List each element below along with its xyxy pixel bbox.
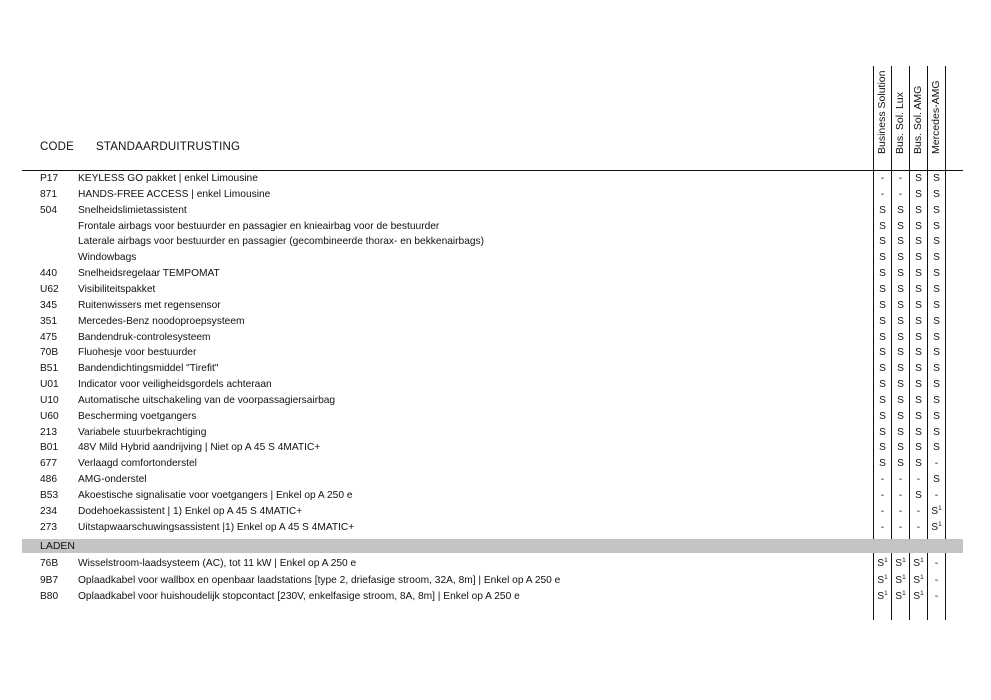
option-description: Automatische uitschakeling van de voorpassagiersairbag xyxy=(78,394,336,406)
option-description: Visibiliteitspakket xyxy=(78,283,156,295)
availability-value: S xyxy=(895,591,903,602)
availability-cell: S xyxy=(897,442,904,454)
availability-value: S xyxy=(877,574,885,586)
availability-value: S xyxy=(913,558,921,569)
availability-cell xyxy=(910,556,927,572)
availability-cell: S xyxy=(915,379,922,391)
footnote-marker: 1 xyxy=(884,590,888,597)
availability-value: S xyxy=(877,558,885,569)
availability-cell: - xyxy=(898,474,903,486)
option-code: 351 xyxy=(40,315,57,327)
option-code: B01 xyxy=(40,442,59,454)
option-description: Fluohesje voor bestuurder xyxy=(78,347,197,359)
availability-cell: S xyxy=(879,442,886,454)
option-description: 48V Mild Hybrid aandrijving | Niet op A 45 S 4MATIC+ xyxy=(78,442,321,454)
option-code: U01 xyxy=(40,379,59,391)
availability-cell: S xyxy=(933,268,940,280)
availability-cell: S xyxy=(933,410,940,422)
availability-cell: S xyxy=(897,331,904,343)
availability-cell xyxy=(928,504,945,520)
availability-cell xyxy=(874,556,891,572)
availability-cell: S xyxy=(879,347,886,359)
availability-cell: S xyxy=(897,204,904,216)
availability-cell xyxy=(874,589,891,605)
table-row xyxy=(0,440,991,456)
table-row xyxy=(0,298,991,314)
availability-cell: S xyxy=(933,442,940,454)
availability-cell: S xyxy=(933,204,940,216)
availability-cell: S xyxy=(915,426,922,438)
footnote-marker: 1 xyxy=(920,557,924,564)
availability-cell: S xyxy=(933,474,940,486)
option-description: Frontale airbags voor bestuurder en passagier en knieairbag voor de bestuurder xyxy=(78,220,440,232)
availability-cell: - xyxy=(898,521,903,533)
availability-cell: S xyxy=(879,299,886,311)
table-row xyxy=(0,361,991,377)
availability-cell: S xyxy=(933,426,940,438)
availability-cell xyxy=(892,556,909,572)
availability-cell: S xyxy=(879,363,886,375)
table-row xyxy=(0,488,991,504)
footnote-marker: 1 xyxy=(884,573,888,581)
availability-cell: S xyxy=(879,220,886,232)
option-code: 345 xyxy=(40,299,57,311)
table-row xyxy=(0,203,991,219)
availability-cell: S xyxy=(915,299,922,311)
option-description: Laterale airbags voor bestuurder en passagier (gecombineerde thorax- en bekkenairbags) xyxy=(78,236,485,248)
option-description: Verlaagd comfortonderstel xyxy=(78,458,197,470)
option-code: 273 xyxy=(40,521,57,533)
availability-cell: - xyxy=(880,521,885,533)
availability-cell: S xyxy=(897,410,904,422)
option-code: 440 xyxy=(40,268,57,280)
availability-cell: S xyxy=(933,379,940,391)
availability-value: S xyxy=(895,558,903,569)
availability-cell: S xyxy=(879,236,886,248)
option-code: U62 xyxy=(40,283,59,295)
footnote-marker: 1 xyxy=(902,590,906,597)
availability-cell: S xyxy=(915,252,922,264)
option-description: Dodehoekassistent | 1) Enkel op A 45 S 4MATIC+ xyxy=(78,505,303,517)
availability-cell: - xyxy=(880,188,885,200)
availability-cell: - xyxy=(934,458,939,470)
availability-cell: S xyxy=(933,347,940,359)
table-row xyxy=(0,250,991,266)
availability-cell xyxy=(892,573,909,589)
availability-cell: S xyxy=(933,283,940,295)
option-code: 677 xyxy=(40,458,57,470)
availability-cell: S xyxy=(879,331,886,343)
availability-cell: S xyxy=(879,458,886,470)
option-code: 234 xyxy=(40,505,57,517)
availability-cell: S xyxy=(933,220,940,232)
option-code: 486 xyxy=(40,474,57,486)
availability-cell: S xyxy=(879,379,886,391)
availability-cell: S xyxy=(897,347,904,359)
availability-cell: S xyxy=(915,315,922,327)
availability-cell: S xyxy=(915,458,922,470)
availability-value: S xyxy=(931,521,939,533)
table-row xyxy=(0,219,991,235)
availability-cell: S xyxy=(897,379,904,391)
availability-cell xyxy=(910,573,927,589)
availability-cell: S xyxy=(915,236,922,248)
availability-cell: - xyxy=(880,474,885,486)
table-row xyxy=(0,472,991,488)
option-description: Oplaadkabel voor huishoudelijk stopcontact [230V, enkelfasige stroom, 8A, 8m] | Enkel op A 250 e xyxy=(78,591,520,602)
table-row xyxy=(0,282,991,298)
availability-cell xyxy=(892,589,909,605)
availability-cell: - xyxy=(898,173,903,184)
availability-cell: S xyxy=(915,490,922,501)
column-header-business-solution: Business Solution xyxy=(876,70,888,154)
availability-cell xyxy=(910,589,927,605)
availability-cell: S xyxy=(879,315,886,327)
column-header-mercedes-amg: Mercedes-AMG xyxy=(930,80,942,154)
availability-value: S xyxy=(931,505,939,517)
availability-cell: S xyxy=(915,268,922,280)
availability-cell: - xyxy=(880,505,885,517)
availability-cell: S xyxy=(879,268,886,280)
availability-cell: S xyxy=(915,331,922,343)
option-description: KEYLESS GO pakket | enkel Limousine xyxy=(78,173,258,184)
table-row xyxy=(0,573,991,589)
option-description: Bandendruk-controlesysteem xyxy=(78,331,211,343)
footnote-marker: 1 xyxy=(920,573,924,581)
availability-cell: S xyxy=(897,363,904,375)
availability-cell: - xyxy=(916,521,921,533)
availability-cell: - xyxy=(880,490,885,501)
availability-cell: - xyxy=(916,474,921,486)
table-row xyxy=(0,589,991,605)
option-description: Bandendichtingsmiddel "Tirefit" xyxy=(78,363,219,375)
table-row xyxy=(0,409,991,425)
table-row xyxy=(0,393,991,409)
option-code: 504 xyxy=(40,204,57,216)
table-row xyxy=(0,520,991,536)
option-code: 871 xyxy=(40,188,57,200)
option-description: Mercedes-Benz noodoproepsysteem xyxy=(78,315,245,327)
option-description: Indicator voor veiligheidsgordels achteraan xyxy=(78,379,272,391)
table-row xyxy=(0,234,991,250)
option-code: 475 xyxy=(40,331,57,343)
option-code: U10 xyxy=(40,394,59,406)
option-code: B51 xyxy=(40,363,59,375)
table-row xyxy=(0,425,991,441)
availability-cell: S xyxy=(915,204,922,216)
table-row xyxy=(0,345,991,361)
availability-cell: S xyxy=(897,283,904,295)
option-code: 9B7 xyxy=(40,574,59,586)
footnote-marker: 1 xyxy=(884,557,888,564)
availability-cell: S xyxy=(897,220,904,232)
availability-value: S xyxy=(895,574,903,586)
option-code: B80 xyxy=(40,591,59,602)
table-row xyxy=(0,504,991,520)
availability-cell: S xyxy=(915,410,922,422)
availability-value: S xyxy=(913,574,921,586)
availability-cell: S xyxy=(933,394,940,406)
availability-cell: S xyxy=(897,252,904,264)
availability-cell: S xyxy=(933,363,940,375)
option-code: 213 xyxy=(40,426,57,438)
availability-cell: S xyxy=(879,410,886,422)
availability-cell: S xyxy=(897,458,904,470)
availability-cell: S xyxy=(933,299,940,311)
availability-cell: S xyxy=(933,331,940,343)
option-description: Windowbags xyxy=(78,252,137,264)
option-description: Akoestische signalisatie voor voetgangers | Enkel op A 250 e xyxy=(78,490,353,501)
column-header-bus-sol-amg: Bus. Sol. AMG xyxy=(912,85,924,154)
availability-cell: - xyxy=(898,490,903,501)
table-row xyxy=(0,330,991,346)
availability-cell xyxy=(928,520,945,536)
option-description: Bescherming voetgangers xyxy=(78,410,197,422)
table-row xyxy=(0,456,991,472)
table-title: STANDAARDUITRUSTING xyxy=(96,141,241,153)
option-description: Snelheidslimietassistent xyxy=(78,204,187,216)
table-row xyxy=(0,171,991,187)
availability-cell: S xyxy=(879,283,886,295)
availability-cell: - xyxy=(934,558,939,569)
table-row xyxy=(0,314,991,330)
availability-cell: S xyxy=(915,283,922,295)
option-code: 76B xyxy=(40,558,59,569)
availability-cell xyxy=(874,573,891,589)
option-code: P17 xyxy=(40,173,59,184)
footnote-marker: 1 xyxy=(902,573,906,581)
table-row xyxy=(0,187,991,203)
availability-cell: S xyxy=(915,442,922,454)
availability-cell: S xyxy=(879,394,886,406)
option-description: Snelheidsregelaar TEMPOMAT xyxy=(78,268,220,280)
option-description: Variabele stuurbekrachtiging xyxy=(78,426,207,438)
option-code: B53 xyxy=(40,490,59,501)
availability-cell: S xyxy=(897,268,904,280)
code-column-heading: CODE xyxy=(40,141,75,153)
option-description: HANDS-FREE ACCESS | enkel Limousine xyxy=(78,188,271,200)
section-title: LADEN xyxy=(40,540,76,552)
availability-cell: S xyxy=(897,299,904,311)
table-row xyxy=(0,266,991,282)
availability-cell: - xyxy=(898,505,903,517)
table-row xyxy=(0,377,991,393)
availability-value: S xyxy=(877,591,885,602)
availability-cell: S xyxy=(933,173,940,184)
availability-cell: S xyxy=(933,188,940,200)
option-description: Wisselstroom-laadsysteem (AC), tot 11 kW | Enkel op A 250 e xyxy=(78,558,357,569)
table-row xyxy=(0,556,991,572)
footnote-marker: 1 xyxy=(938,504,942,512)
availability-cell: - xyxy=(934,591,939,602)
availability-cell: S xyxy=(933,315,940,327)
section-header-laden xyxy=(22,539,963,553)
footnote-marker: 1 xyxy=(938,520,942,528)
footnote-marker: 1 xyxy=(920,590,924,597)
availability-cell: - xyxy=(934,490,939,501)
availability-cell: S xyxy=(897,394,904,406)
availability-cell: S xyxy=(897,315,904,327)
column-header-bus-sol-lux: Bus. Sol. Lux xyxy=(894,92,906,154)
availability-cell: S xyxy=(879,426,886,438)
availability-cell: S xyxy=(915,394,922,406)
availability-cell: - xyxy=(880,173,885,184)
availability-cell: S xyxy=(915,363,922,375)
option-description: Ruitenwissers met regensensor xyxy=(78,299,221,311)
option-code: U60 xyxy=(40,410,59,422)
availability-cell: - xyxy=(934,574,939,586)
availability-cell: S xyxy=(915,347,922,359)
availability-cell: S xyxy=(897,236,904,248)
availability-cell: S xyxy=(897,426,904,438)
availability-cell: S xyxy=(933,252,940,264)
availability-cell: S xyxy=(915,173,922,184)
availability-cell: - xyxy=(898,188,903,200)
availability-cell: S xyxy=(915,188,922,200)
availability-cell: - xyxy=(916,505,921,517)
availability-cell: S xyxy=(879,204,886,216)
availability-cell: S xyxy=(933,236,940,248)
option-description: Uitstapwaarschuwingsassistent |1) Enkel op A 45 S 4MATIC+ xyxy=(78,521,355,533)
option-description: AMG-onderstel xyxy=(78,474,147,486)
option-description: Oplaadkabel voor wallbox en openbaar laadstations [type 2, driefasige stroom, 32A, 8m] | Enkel op A 250 e xyxy=(78,574,561,586)
availability-cell: S xyxy=(879,252,886,264)
availability-value: S xyxy=(913,591,921,602)
footnote-marker: 1 xyxy=(902,557,906,564)
availability-cell: S xyxy=(915,220,922,232)
option-code: 70B xyxy=(40,347,59,359)
